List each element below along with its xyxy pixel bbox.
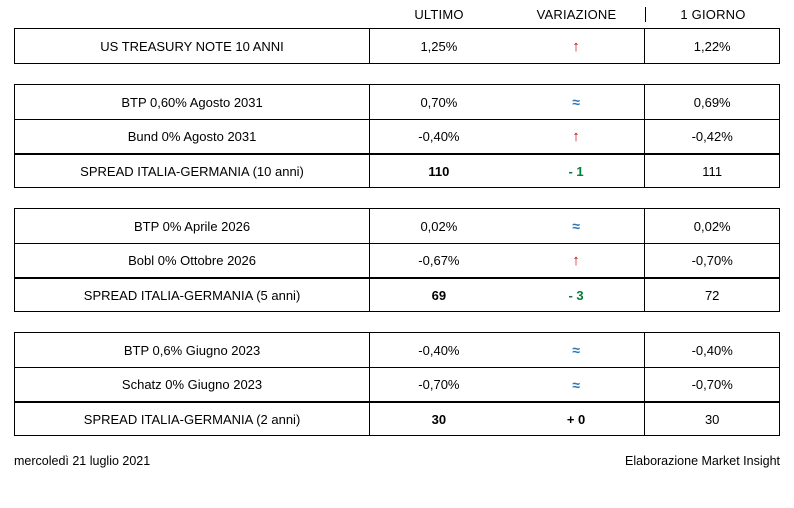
row-previous-value: 72 bbox=[704, 287, 720, 303]
row-variation bbox=[508, 403, 646, 435]
block-us-treasury bbox=[14, 28, 780, 64]
table-row bbox=[15, 119, 779, 153]
row-previous-value: -0,70% bbox=[691, 253, 733, 268]
row-label: SPREAD ITALIA-GERMANIA (2 anni) bbox=[15, 403, 370, 435]
row-last-value: 0,02% bbox=[420, 218, 458, 234]
row-previous-value: 0,69% bbox=[693, 94, 731, 110]
row-label: SPREAD ITALIA-GERMANIA (10 anni) bbox=[15, 155, 370, 187]
header-cell-variazione: VARIAZIONE bbox=[508, 7, 646, 22]
table-row-spread bbox=[15, 153, 779, 187]
variation-delta: - 1 bbox=[568, 163, 584, 179]
row-variation bbox=[508, 29, 646, 63]
row-label: BTP 0,6% Giugno 2023 bbox=[15, 333, 370, 367]
table-row bbox=[15, 85, 779, 119]
row-last-value: 110 bbox=[428, 163, 450, 179]
row-variation bbox=[508, 368, 646, 401]
table-row bbox=[15, 243, 779, 277]
row-previous-value: 111 bbox=[702, 163, 723, 179]
row-previous-value: 0,02% bbox=[693, 218, 731, 234]
row-label: Bund 0% Agosto 2031 bbox=[15, 120, 370, 153]
table-row-spread bbox=[15, 401, 779, 435]
row-variation bbox=[508, 155, 646, 187]
table-header-row bbox=[14, 0, 780, 28]
variation-delta: - 3 bbox=[568, 287, 584, 303]
row-previous-value: 1,22% bbox=[693, 38, 731, 54]
approx-equal-icon: ≈ bbox=[572, 376, 580, 393]
table-row bbox=[15, 209, 779, 243]
row-last-value: -0,70% bbox=[418, 377, 460, 392]
table-row bbox=[15, 367, 779, 401]
row-variation bbox=[508, 279, 646, 311]
row-variation bbox=[508, 85, 646, 119]
footer bbox=[14, 454, 780, 468]
row-last-value: 0,70% bbox=[420, 94, 458, 110]
row-label: BTP 0% Aprile 2026 bbox=[15, 209, 370, 243]
row-label: SPREAD ITALIA-GERMANIA (5 anni) bbox=[15, 279, 370, 311]
approx-equal-icon: ≈ bbox=[572, 94, 580, 110]
block-spread-5y bbox=[14, 208, 780, 312]
row-previous-value: 30 bbox=[704, 411, 720, 427]
block-spread-2y bbox=[14, 332, 780, 436]
variation-delta: + 0 bbox=[566, 411, 586, 427]
table-row bbox=[15, 333, 779, 367]
row-previous-value: -0,42% bbox=[691, 129, 733, 144]
footer-source: Elaborazione Market Insight bbox=[625, 454, 780, 468]
row-last-value: 1,25% bbox=[420, 38, 458, 54]
table-row-spread bbox=[15, 277, 779, 311]
approx-equal-icon: ≈ bbox=[572, 342, 580, 358]
spacer bbox=[0, 188, 794, 208]
row-previous-value: -0,40% bbox=[691, 342, 733, 358]
row-variation bbox=[508, 333, 646, 367]
spacer bbox=[0, 312, 794, 332]
block-spread-10y bbox=[14, 84, 780, 188]
row-label: BTP 0,60% Agosto 2031 bbox=[15, 85, 370, 119]
row-last-value: -0,40% bbox=[418, 342, 460, 358]
header-cell-ultimo: ULTIMO bbox=[414, 6, 464, 22]
row-label: Schatz 0% Giugno 2023 bbox=[15, 368, 370, 401]
row-variation bbox=[508, 120, 646, 153]
row-label: Bobl 0% Ottobre 2026 bbox=[15, 244, 370, 277]
row-last-value: 69 bbox=[431, 287, 447, 303]
arrow-up-icon: ↑ bbox=[572, 128, 580, 145]
row-label: US TREASURY NOTE 10 ANNI bbox=[15, 29, 370, 63]
row-last-value: 30 bbox=[431, 411, 447, 427]
footer-date: mercoledì 21 luglio 2021 bbox=[14, 454, 151, 468]
row-last-value: -0,40% bbox=[418, 129, 460, 144]
arrow-up-icon: ↑ bbox=[572, 252, 580, 269]
approx-equal-icon: ≈ bbox=[572, 218, 580, 234]
row-variation bbox=[508, 209, 646, 243]
arrow-up-icon: ↑ bbox=[572, 37, 580, 55]
row-previous-value: -0,70% bbox=[691, 377, 733, 392]
spacer bbox=[0, 64, 794, 84]
header-cell-1giorno: 1 GIORNO bbox=[680, 6, 746, 22]
row-last-value: -0,67% bbox=[418, 253, 460, 268]
table-row bbox=[15, 29, 779, 63]
row-variation bbox=[508, 244, 646, 277]
